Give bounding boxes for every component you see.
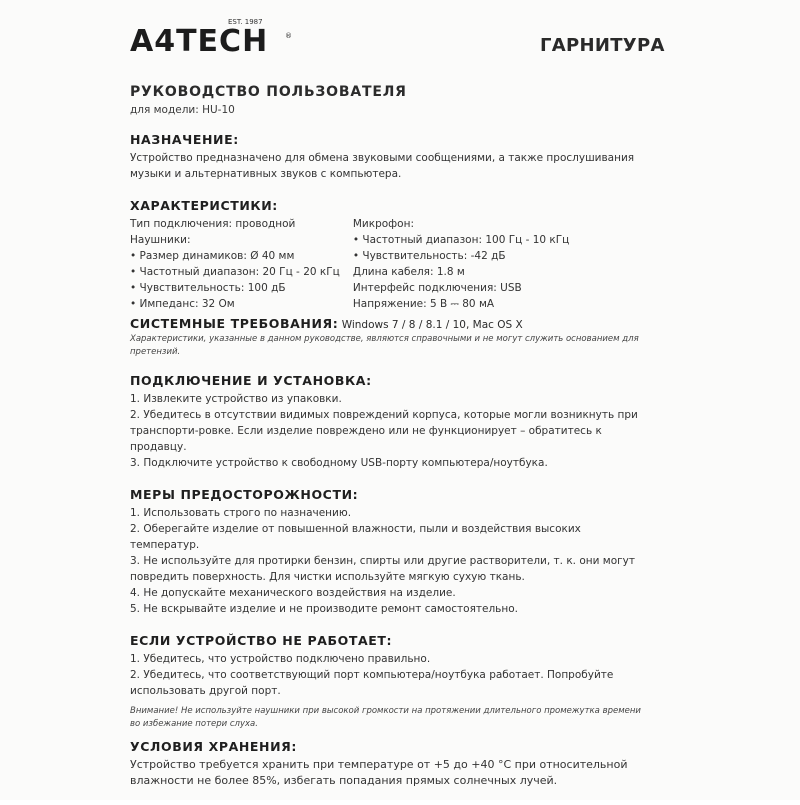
storage-text: Устройство требуется хранить при температуре от +5 до +40 °С при относительной влажности не более 85%, избегать попадания прямых солнечных лучей. — [130, 758, 628, 787]
brand-name: A4TECH — [130, 24, 269, 59]
purpose-section — [130, 132, 650, 182]
not-working-heading: ЕСЛИ УСТРОЙСТВО НЕ РАБОТАЕТ: — [130, 633, 393, 648]
model-line: для модели: HU-10 — [130, 104, 235, 116]
install-heading: ПОДКЛЮЧЕНИЕ И УСТАНОВКА: — [130, 373, 372, 388]
doc-title: РУКОВОДСТВО ПОЛЬЗОВАТЕЛЯ — [130, 84, 407, 100]
main-content — [130, 84, 650, 805]
hearing-warning: Внимание! Не используйте наушники при высокой громкости на протяжении длительного промежутка времени во избежание потери слуха. — [130, 706, 641, 729]
precautions-heading: МЕРЫ ПРЕДОСТОРОЖНОСТИ: — [130, 487, 359, 502]
brand-reg: ® — [285, 32, 292, 40]
spec-line: Длина кабеля: 1.8 м — [352, 266, 465, 278]
specs-note: Характеристики, указанные в данном руководстве, являются справочными и не могут служить основанием для претензий. — [130, 334, 639, 357]
spec-line: • Импеданс: 32 Ом — [130, 298, 235, 310]
product-type: ГАРНИТУРА — [540, 35, 665, 56]
specs-table — [130, 216, 650, 312]
storage-section — [130, 739, 650, 789]
spec-line: Микрофон: — [352, 218, 414, 230]
brand-est: EST. 1987 — [228, 18, 263, 26]
spec-line: • Чувствительность: -42 дБ — [352, 250, 506, 262]
system-requirements — [130, 316, 650, 333]
list-item: 1. Использовать строго по назначению. — [130, 507, 352, 519]
spec-line: Тип подключения: проводной — [130, 218, 296, 230]
sysreq-label: СИСТЕМНЫЕ ТРЕБОВАНИЯ: — [130, 316, 339, 331]
storage-heading: УСЛОВИЯ ХРАНЕНИЯ: — [130, 739, 298, 754]
precautions-section — [130, 487, 650, 617]
list-item: 3. Подключите устройство к свободному USB-порту компьютера/ноутбука. — [130, 457, 548, 469]
list-item: 2. Убедитесь в отсутствии видимых повреждений корпуса, которые могли возникнуть при транспорти-ровке. Если изделие повреждено или не функционирует – обратитесь к продавцу. — [130, 409, 638, 453]
purpose-heading: НАЗНАЧЕНИЕ: — [130, 132, 239, 147]
sysreq-value: Windows 7 / 8 / 8.1 / 10, Mac OS X — [341, 319, 523, 331]
list-item: 4. Не допускайте механического воздействия на изделие. — [130, 587, 456, 599]
specs-section — [130, 198, 650, 359]
specs-right-column — [353, 216, 650, 312]
spec-line: Наушники: — [130, 234, 191, 246]
spec-line: Интерфейс подключения: USB — [352, 282, 522, 294]
spec-line: • Частотный диапазон: 20 Гц - 20 кГц — [130, 266, 340, 278]
spec-line: Напряжение: 5 В ⎓ 80 мА — [352, 298, 495, 310]
list-item: 1. Убедитесь, что устройство подключено правильно. — [130, 653, 431, 665]
list-item: 2. Убедитесь, что соответствующий порт компьютера/ноутбука работает. Попробуйте использовать другой порт. — [130, 669, 614, 697]
install-section — [130, 373, 650, 471]
brand-logo — [130, 18, 292, 59]
not-working-section — [130, 633, 650, 731]
list-item: 2. Оберегайте изделие от повышенной влажности, пыли и воздействия высоких температур. — [130, 523, 581, 551]
purpose-text: Устройство предназначено для обмена звуковыми сообщениями, а также прослушивания музыки и альтернативных звуков с компьютера. — [130, 152, 635, 180]
specs-heading: ХАРАКТЕРИСТИКИ: — [130, 198, 278, 213]
list-item: 5. Не вскрывайте изделие и не производите ремонт самостоятельно. — [130, 603, 518, 615]
list-item: 1. Извлеките устройство из упаковки. — [130, 393, 342, 405]
specs-left-column — [130, 216, 353, 312]
spec-line: • Чувствительность: 100 дБ — [130, 282, 286, 294]
spec-line: • Частотный диапазон: 100 Гц - 10 кГц — [352, 234, 570, 246]
list-item: 3. Не используйте для протирки бензин, спирты или другие растворители, т. к. они могут повредить поверхность. Для чистки используйте мягкую сухую ткань. — [130, 555, 635, 583]
spec-line: • Размер динамиков: Ø 40 мм — [130, 250, 295, 262]
